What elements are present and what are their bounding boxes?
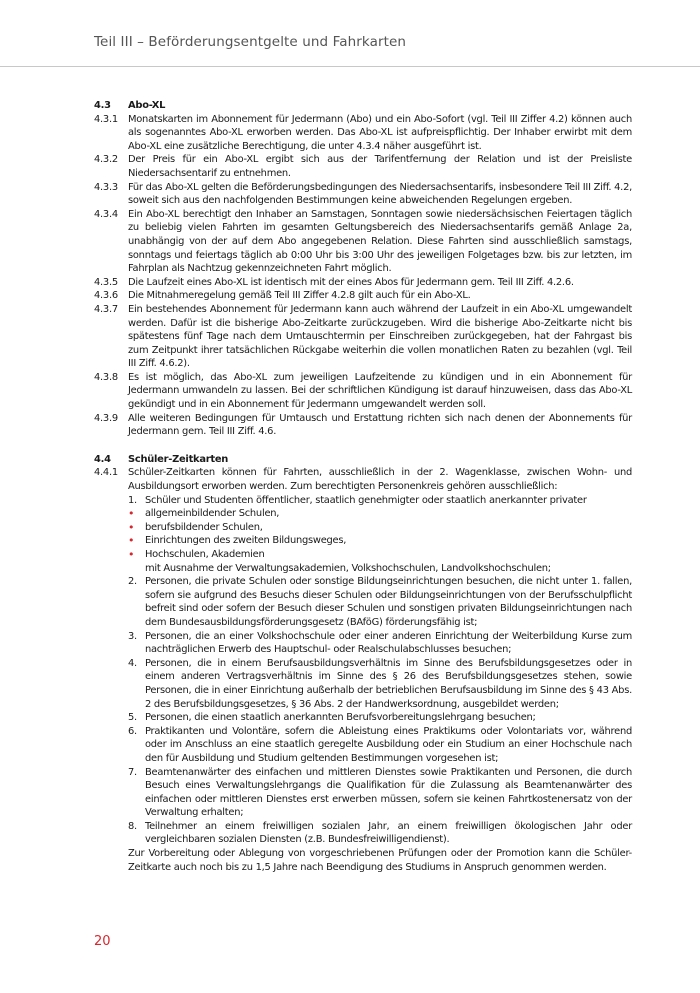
clause-text: Die Laufzeit eines Abo-XL ist identisch mit der eines Abos für Jedermann gem. Teil III Ziff. 4.2.6. bbox=[128, 276, 574, 288]
clause-text: Für das Abo-XL gelten die Beförderungsbedingungen des Niedersachsentarifs, insbesondere Teil III Ziff. 4.2, soweit sich aus den nachfolgenden Bestimmungen keine abweichenden Regelungen ergeben. bbox=[128, 181, 632, 207]
clause-number: 4.4.1 bbox=[94, 467, 118, 479]
clause-body bbox=[128, 466, 632, 874]
list-text: Personen, die an einer Volkshochschule oder einer anderen Einrichtung der Weiterbildung Kurse zum nachträglichen Erwerb des Hauptschul- oder Realschulabschlusses besuchen; bbox=[145, 630, 632, 656]
page-content bbox=[94, 99, 632, 874]
list-text: Personen, die in einem Berufsausbildungsverhältnis im Sinne des Berufsbildungsgesetzes oder in einem anderen Vertragsverhältnis im Sinne des § 26 des Berufsbildungsgesetzes stehen, sowie Personen, die in einer Einrichtung außerhalb der betrieblichen Berufsausbildung im Sinne des § 43 Abs. 2 des Berufsbildungsgesetzes, § 36 Abs. 2 der Handwerksordnung, ausgebildet werden; bbox=[145, 657, 632, 710]
list-number: 2. bbox=[128, 576, 137, 588]
list-text: Schüler und Studenten öffentlicher, staatlich genehmigter oder staatlich anerkannter privater bbox=[145, 494, 587, 506]
clause bbox=[94, 208, 632, 276]
section-heading-4-3 bbox=[94, 99, 632, 113]
clause bbox=[94, 181, 632, 208]
bullet-text: Einrichtungen des zweiten Bildungsweges, bbox=[145, 535, 347, 547]
section-spacer bbox=[94, 439, 632, 453]
clause-number: 4.3.5 bbox=[94, 276, 118, 288]
clause-number: 4.3.1 bbox=[94, 113, 118, 125]
list-number: 4. bbox=[128, 657, 137, 669]
list-text: Personen, die private Schulen oder sonstige Bildungseinrichtungen besuchen, die nicht unter 1. fallen, sofern sie aufgrund des Besuchs dieser Schulen oder Bildungseinrichtungen von der Berufsschulpflicht befreit sind oder sofern der Besuch dieser Schulen und sonstigen privaten Bildungseinrichtungen nach dem Bundesausbildungsförderungsgesetz (BAföG) förderungsfähig ist; bbox=[145, 576, 632, 628]
clause-number: 4.3.3 bbox=[94, 181, 118, 193]
list-item bbox=[128, 630, 632, 657]
list-text: Teilnehmer an einem freiwilligen sozialen Jahr, an einem freiwilligen ökologischen Jahr oder vergleichbaren sozialen Diensten (z.B. Bundesfreiwilligendienst). bbox=[145, 820, 632, 846]
clause-number: 4.3.8 bbox=[94, 371, 118, 383]
clause bbox=[94, 289, 632, 303]
running-head: Teil III – Beförderungsentgelte und Fahrkarten bbox=[94, 34, 407, 50]
list-item bbox=[128, 711, 632, 725]
list-item bbox=[128, 725, 632, 766]
clause-number: 4.3.7 bbox=[94, 303, 118, 315]
section-title: Abo-XL bbox=[128, 100, 166, 111]
bullet-icon: • bbox=[128, 534, 135, 548]
bullet-text: allgemeinbildender Schulen, bbox=[145, 508, 280, 520]
clause bbox=[94, 113, 632, 154]
bullet-text: Hochschulen, Akademien bbox=[145, 549, 265, 560]
clause-number: 4.3.4 bbox=[94, 208, 118, 220]
bullet-icon: • bbox=[128, 507, 135, 521]
bullet-item bbox=[128, 534, 632, 548]
clause-number: 4.3.9 bbox=[94, 412, 118, 424]
clause-text: Ein Abo-XL berechtigt den Inhaber an Samstagen, Sonntagen sowie niedersächsischen Feiertagen täglich zu beliebig vielen Fahrten im gesamten Geltungsbereich des Niedersachsentarifs gemäß Anlage 2a, unabhängig von der auf dem Abo angegebenen Relation. Diese Fahrten sind ausschließlich samstags, sonntags und feiertags täglich ab 0:00 Uhr bis 3:00 Uhr des jeweiligen Folgetages bzw. bis zur letzten, im Fahrplan als Nachtzug gekennzeichneten Fahrt möglich. bbox=[128, 208, 632, 275]
clause-text: Alle weiteren Bedingungen für Umtausch und Erstattung richten sich nach denen der Abonnements für Jedermann gem. Teil III Ziff. 4.6. bbox=[128, 412, 632, 438]
list-number: 3. bbox=[128, 630, 137, 642]
header-divider bbox=[0, 66, 700, 67]
list-item bbox=[128, 820, 632, 847]
clause bbox=[94, 303, 632, 371]
clause bbox=[94, 153, 632, 180]
closing-paragraph: Zur Vorbereitung oder Ablegung von vorgeschriebenen Prüfungen oder der Promotion kann die Schüler-Zeitkarte auch noch bis zu 1,5 Jahre nach Beendigung des Studiums in Anspruch genommen werden. bbox=[128, 848, 632, 873]
bullet-icon: • bbox=[128, 548, 135, 561]
clause bbox=[94, 371, 632, 412]
list-number: 5. bbox=[128, 712, 137, 724]
clause-number: 4.3.6 bbox=[94, 290, 118, 302]
list-item bbox=[128, 575, 632, 629]
bullet-item bbox=[128, 507, 632, 521]
list-text: Praktikanten und Volontäre, sofern die Ableistung eines Praktikums oder Volontariats vor, während oder im Anschluss an eine staatlich geregelte Ausbildung oder ein Studium an einer Hochschule nach den für Ausbildung und Studium geltenden Bestimmungen vorgesehen ist; bbox=[145, 725, 632, 764]
section-number: 4.3 bbox=[94, 100, 111, 111]
clause bbox=[94, 276, 632, 290]
list-text: Personen, die einen staatlich anerkannten Berufsvorbereitungslehrgang besuchen; bbox=[145, 712, 536, 724]
bullet-item bbox=[128, 521, 632, 535]
section-heading-4-4 bbox=[94, 453, 632, 467]
clause-text: Ein bestehendes Abonnement für Jedermann kann auch während der Laufzeit in ein Abo-XL umgewandelt werden. Dafür ist die bisherige Abo-Zeitkarte zurückzugeben. Wird die bisherige Abo-Zeitkarte nicht bis spätestens fünf Tage nach dem Umtauschtermin per Einschreiben zurückgegeben, hat der Fahrgast bis zum Zeitpunkt ihrer tatsächlichen Rückgabe weiterhin die vollen monatlichen Raten zu bezahlen (vgl. Teil III Ziff. 4.6.2). bbox=[128, 303, 632, 370]
list-number: 7. bbox=[128, 766, 137, 778]
clause-intro: Schüler-Zeitkarten können für Fahrten, ausschließlich in der 2. Wagenklasse, zwischen Wohn- und Ausbildungsort erworben werden. Zum berechtigten Personenkreis gehören ausschließlich: bbox=[128, 467, 632, 493]
clause bbox=[94, 412, 632, 439]
list-text: Beamtenanwärter des einfachen und mittleren Dienstes sowie Praktikanten und Personen, die durch Besuch eines Verwaltungslehrgangs die Qualifikation für die Zulassung als Beamtenanwärter des einfachen oder mittleren Dienstes erst erwerben müssen, sofern sie keinen Fahrtkostenersatz von der Verwaltung erhalten; bbox=[145, 766, 632, 819]
bullet-exception: mit Ausnahme der Verwaltungsakademien, Volkshochschulen, Landvolkshochschulen; bbox=[145, 562, 551, 574]
list-item bbox=[128, 657, 632, 711]
clause-text: Es ist möglich, das Abo-XL zum jeweiligen Laufzeitende zu kündigen und in ein Abonnement für Jedermann umwandeln zu lassen. Bei der schriftlichen Kündigung ist darauf hinzuweisen, dass das Abo-XL gekündigt und in ein Abonnement für Jedermann umgewandelt werden soll. bbox=[128, 371, 632, 411]
section-number: 4.4 bbox=[94, 453, 111, 465]
list-item bbox=[128, 766, 632, 820]
list-number: 8. bbox=[128, 820, 137, 832]
list-number: 6. bbox=[128, 725, 137, 737]
page-number: 20 bbox=[94, 934, 111, 949]
clause-text: Die Mitnahmeregelung gemäß Teil III Ziffer 4.2.8 gilt auch für ein Abo-XL. bbox=[128, 290, 471, 302]
bullet-item bbox=[128, 548, 632, 562]
clause-number: 4.3.2 bbox=[94, 154, 118, 166]
clause bbox=[94, 466, 632, 874]
bullet-icon: • bbox=[128, 520, 135, 534]
clause-text: Monatskarten im Abonnement für Jedermann (Abo) und ein Abo-Sofort (vgl. Teil III Ziffer 4.2) können auch als sogenanntes Abo-XL erworben werden. Das Abo-XL ist aufpreispflichtig. Der Inhaber erwirbt mit dem Abo-XL eine zusätzliche Berechtigung, die unter 4.3.4 näher ausgeführt ist. bbox=[128, 113, 632, 152]
clause-text: Der Preis für ein Abo-XL ergibt sich aus der Tarifentfernung der Relation und ist der Preisliste Niedersachsentarif zu entnehmen. bbox=[128, 154, 632, 179]
list-item bbox=[128, 494, 632, 508]
list-number: 1. bbox=[128, 494, 137, 506]
section-title: Schüler-Zeitkarten bbox=[128, 453, 229, 465]
bullet-text: berufsbildender Schulen, bbox=[145, 521, 263, 533]
